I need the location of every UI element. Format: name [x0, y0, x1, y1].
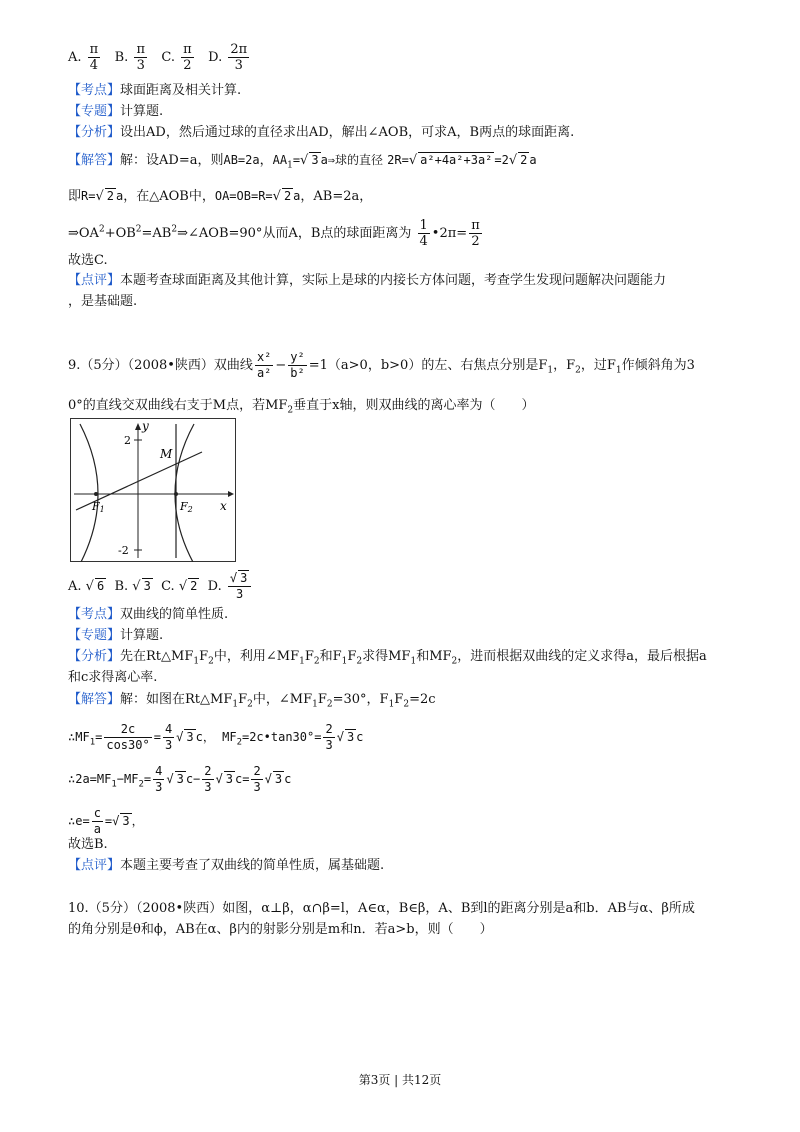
q9-heading-line2: 0°的直线交双曲线右支于M点，若$MF_2$垂直于x轴，则双曲线的离心率为（ ）: [68, 398, 535, 416]
q8-option-d-label: D.: [208, 50, 223, 65]
q9-jieda-line1: 【解答】解：如图在$Rt\triangle MF_1F_2$中，$\angle MF_1F_2=30^\circ$，$F_1F_2=2c$: [68, 692, 436, 710]
q9-dianping: 【点评】本题主要考查了双曲线的简单性质，属基础题.: [68, 858, 385, 873]
q8-jieda-line2: 即R=√ 2 a，在△AOB中，OA=OB=R=√ 2 a，AB=2a，: [68, 189, 373, 204]
q8-kaodian: 【考点】球面距离及相关计算.: [68, 83, 242, 98]
q9-fenxi: 【分析】先在$Rt\triangle MF_1F_2$中，利用$\angle MF_1F_2$和$F_1F_2$求得$MF_1$和$MF_2$，进而根据双曲线的定义求得a，最后根据a: [68, 649, 707, 667]
q10-line1: 10.（5分）（2008•陕西）如图，α⊥β，α∩β=l，A∈α，B∈β，A、B到l的距离分别是a和b．AB与α、β所成: [68, 901, 695, 916]
q9-heading-line1: 9.（5分）（2008•陕西）双曲线 $\frac{\text{x²}}{\text{a²}}$ − $\frac{\text{y²}}{\text{b²}}$ =1（a>0，b>0）的左、右焦点分别是$F_1$，$F_2$，过$F_1$作倾斜角为3: [68, 350, 695, 380]
x-axis-label: x: [220, 499, 227, 513]
page-footer: 第3页 | 共12页: [358, 1073, 442, 1087]
figure-border: [71, 419, 236, 562]
m-label: M: [160, 447, 173, 461]
q8-option-a-fraction: $\frac{\pi}{4}$: [89, 42, 99, 73]
f2-label: F2: [180, 500, 193, 514]
q9-zhuanti: 【专题】计算题.: [68, 628, 164, 643]
right-hyperbola-branch: [175, 424, 194, 562]
tick-bottom-label: -2: [118, 544, 129, 557]
q8-answer: 故选C.: [68, 253, 108, 268]
q8-dianping: 【点评】本题考查球面距离及其他计算，实际上是球的内接长方体问题，考查学生发现问题解决问题能力: [68, 273, 667, 288]
y-axis-label: y: [142, 419, 149, 433]
y-axis-arrow-icon: [135, 423, 141, 430]
q9-answer: 故选B.: [68, 837, 108, 852]
q8-dianping-cont: ，是基础题.: [68, 294, 138, 309]
tick-top-label: 2: [124, 434, 131, 447]
point-f1: [94, 492, 98, 496]
q8-fenxi: 【分析】设出AD，然后通过球的直径求出AD，解出∠AOB，可求A，B两点的球面距离.: [68, 125, 575, 140]
q8-zhuanti: 【专题】计算题.: [68, 104, 164, 119]
q9-jieda-line4: ∴e= $\frac{c}{a}$ =√ 3 ，: [68, 806, 144, 836]
q9-options: A. √ 6 B. √ 3 C. √ 2 D. $\frac{√ 3}{3}$: [68, 571, 253, 602]
q8-option-d-fraction: $\frac{2\pi}{3}$: [230, 42, 248, 73]
q8-option-b-label: B.: [114, 50, 129, 65]
q8-jieda-line1: 【解答】解：设AD=a，则AB=2a，$AA_1=√$ 3 a⇒球的直径 2R=√ a²+4a²+3a² =2√ 2 a: [68, 153, 537, 171]
q8-option-a-label: A.: [68, 50, 82, 65]
q10-line2: 的角分别是θ和ϕ，AB在α、β内的射影分别是m和n．若a>b，则（ ）: [68, 922, 493, 937]
q9-kaodian: 【考点】双曲线的简单性质.: [68, 607, 229, 622]
q8-option-c-label: C.: [161, 50, 176, 65]
point-f2: [174, 492, 178, 496]
q8-jieda-line3: $\Rightarrow OA^2+OB^2=AB^2\Rightarrow\angle AOB=90^\circ$从而A，B点的球面距离为 $\frac{1}{4}$ •2π= $\frac{\pi}{2}$: [68, 218, 480, 249]
q9-jieda-line2: $\therefore MF_1=$ $\frac{2c}{\cos 30^\circ}$ = $\frac{4}{3}$ √ 3 c， $MF_2=2c•\tan 30^\circ=$ $\frac{2}{3}$ √ 3 c: [68, 722, 364, 752]
q8-option-c-fraction: $\frac{\pi}{2}$: [183, 42, 192, 73]
q8-options: [68, 42, 251, 73]
q9-hyperbola-figure: [70, 418, 236, 562]
q8-option-b-fraction: $\frac{\pi}{3}$: [136, 42, 145, 73]
q9-jieda-line3: $\therefore 2a=MF_1-MF_2=$ $\frac{4}{3}$ √ 3 c− $\frac{2}{3}$ √ 3 c= $\frac{2}{3}$ √ 3 c: [68, 764, 292, 794]
x-axis-arrow-icon: [228, 491, 234, 497]
q9-fenxi-cont: 和c求得离心率.: [68, 670, 158, 685]
f1-label: F1: [92, 500, 105, 514]
